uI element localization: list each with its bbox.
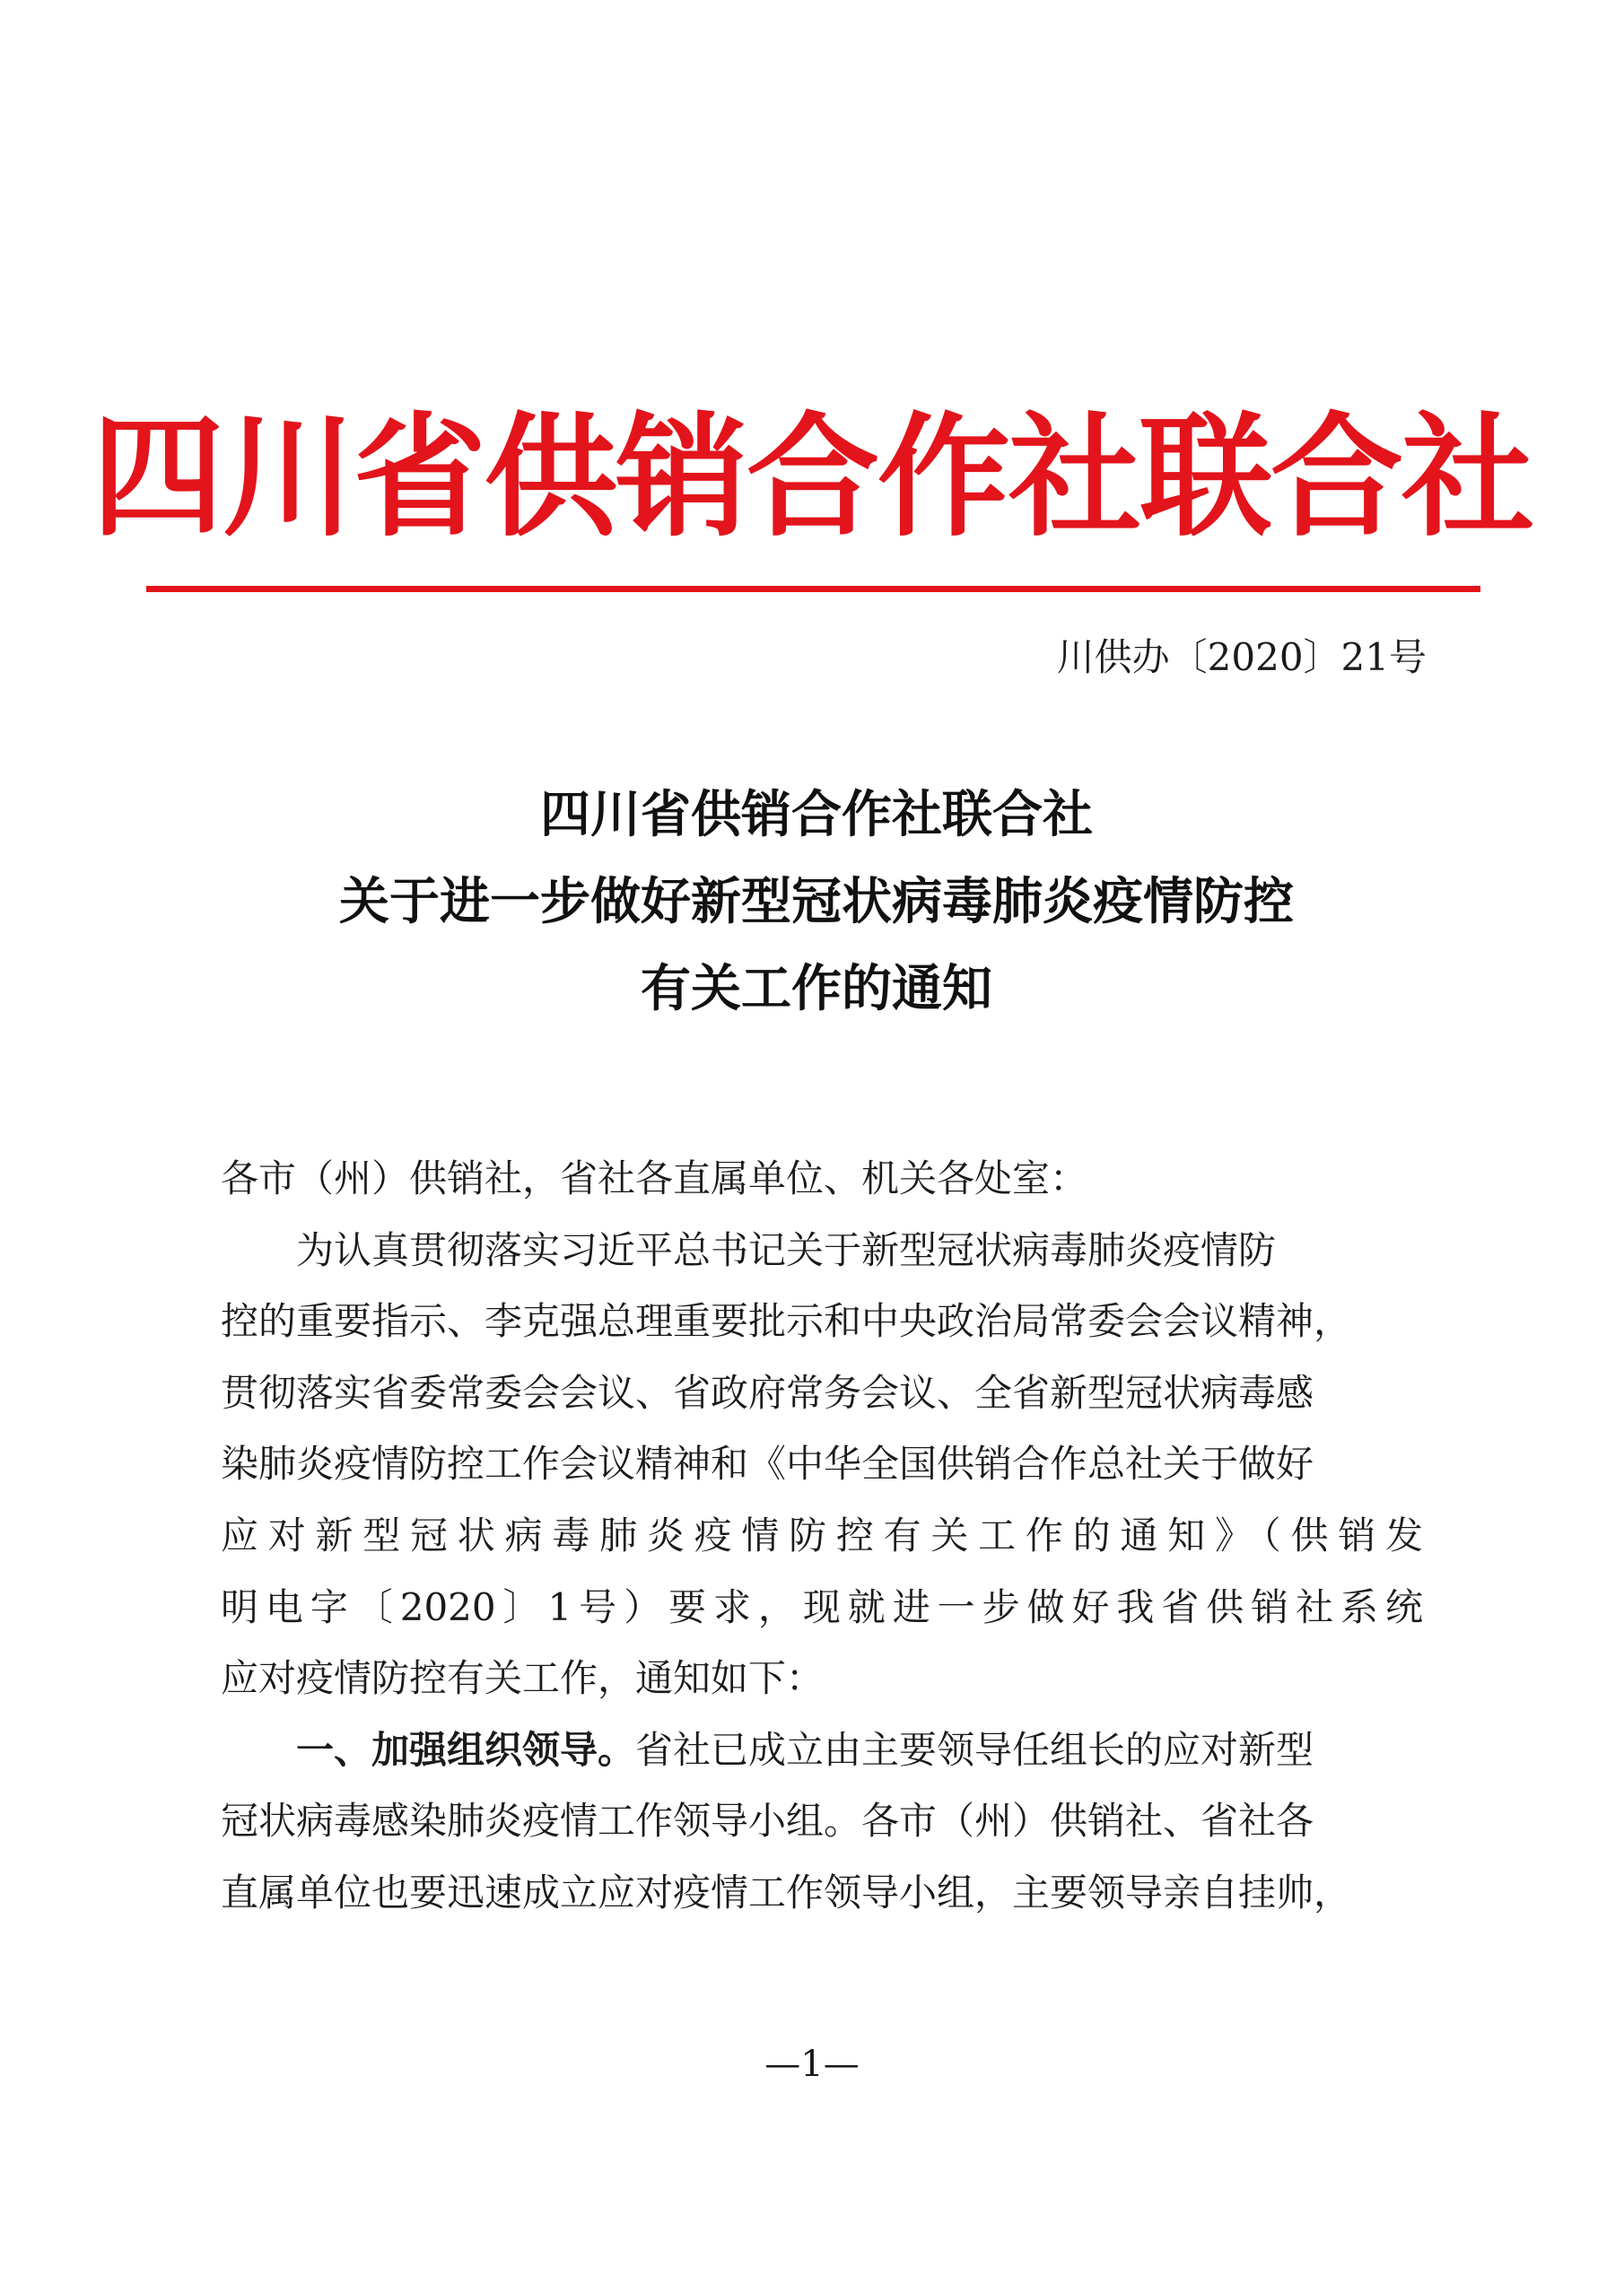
notice-title xyxy=(144,772,1489,1033)
paragraph-line: 为认真贯彻落实习近平总书记关于新型冠状病毒肺炎疫情防 xyxy=(296,1227,1277,1272)
title-line: 四川省供销合作社联合社 xyxy=(540,786,1093,844)
paragraph-line: 明电字〔2020〕1号）要求，现就进一步做好我省供销社系统 xyxy=(221,1584,1423,1629)
paragraph-line: 应对新型冠状病毒肺炎疫情防控有关工作的通知》（供销发 xyxy=(221,1513,1423,1557)
paragraph-line: 贯彻落实省委常委会会议、省政府常务会议、全省新型冠状病毒感 xyxy=(221,1370,1314,1415)
red-divider-line xyxy=(146,586,1480,592)
section-paragraph-line xyxy=(221,1714,1423,1786)
title-line: 关于进一步做好新型冠状病毒肺炎疫情防控 xyxy=(339,873,1294,931)
paragraph-line: 冠状病毒感染肺炎疫情工作领导小组。各市（州）供销社、省社各 xyxy=(221,1799,1314,1844)
section-text: 省社已成立由主要领导任组长的应对新型 xyxy=(635,1727,1314,1772)
document-number: 川供办〔2020〕21号 xyxy=(1056,635,1427,679)
paragraph-line: 应对疫情防控有关工作，通知如下： xyxy=(221,1656,825,1701)
title-line: 有关工作的通知 xyxy=(641,960,992,1018)
page-number: —1— xyxy=(764,2044,860,2085)
paragraph-line: 染肺炎疫情防控工作会议精神和《中华全国供销合作总社关于做好 xyxy=(221,1442,1314,1487)
issuer-header: 四川省供销合作社联合社 xyxy=(92,398,1532,554)
section-heading: 一、加强组织领导。 xyxy=(296,1727,636,1772)
paragraph-line: 直属单位也要迅速成立应对疫情工作领导小组，主要领导亲自挂帅， xyxy=(221,1870,1352,1915)
document-body xyxy=(221,1143,1423,1929)
paragraph-line: 控的重要指示、李克强总理重要批示和中央政治局常委会会议精神， xyxy=(221,1299,1352,1344)
addressee-line: 各市（州）供销社，省社各直属单位、机关各处室： xyxy=(221,1156,1088,1200)
